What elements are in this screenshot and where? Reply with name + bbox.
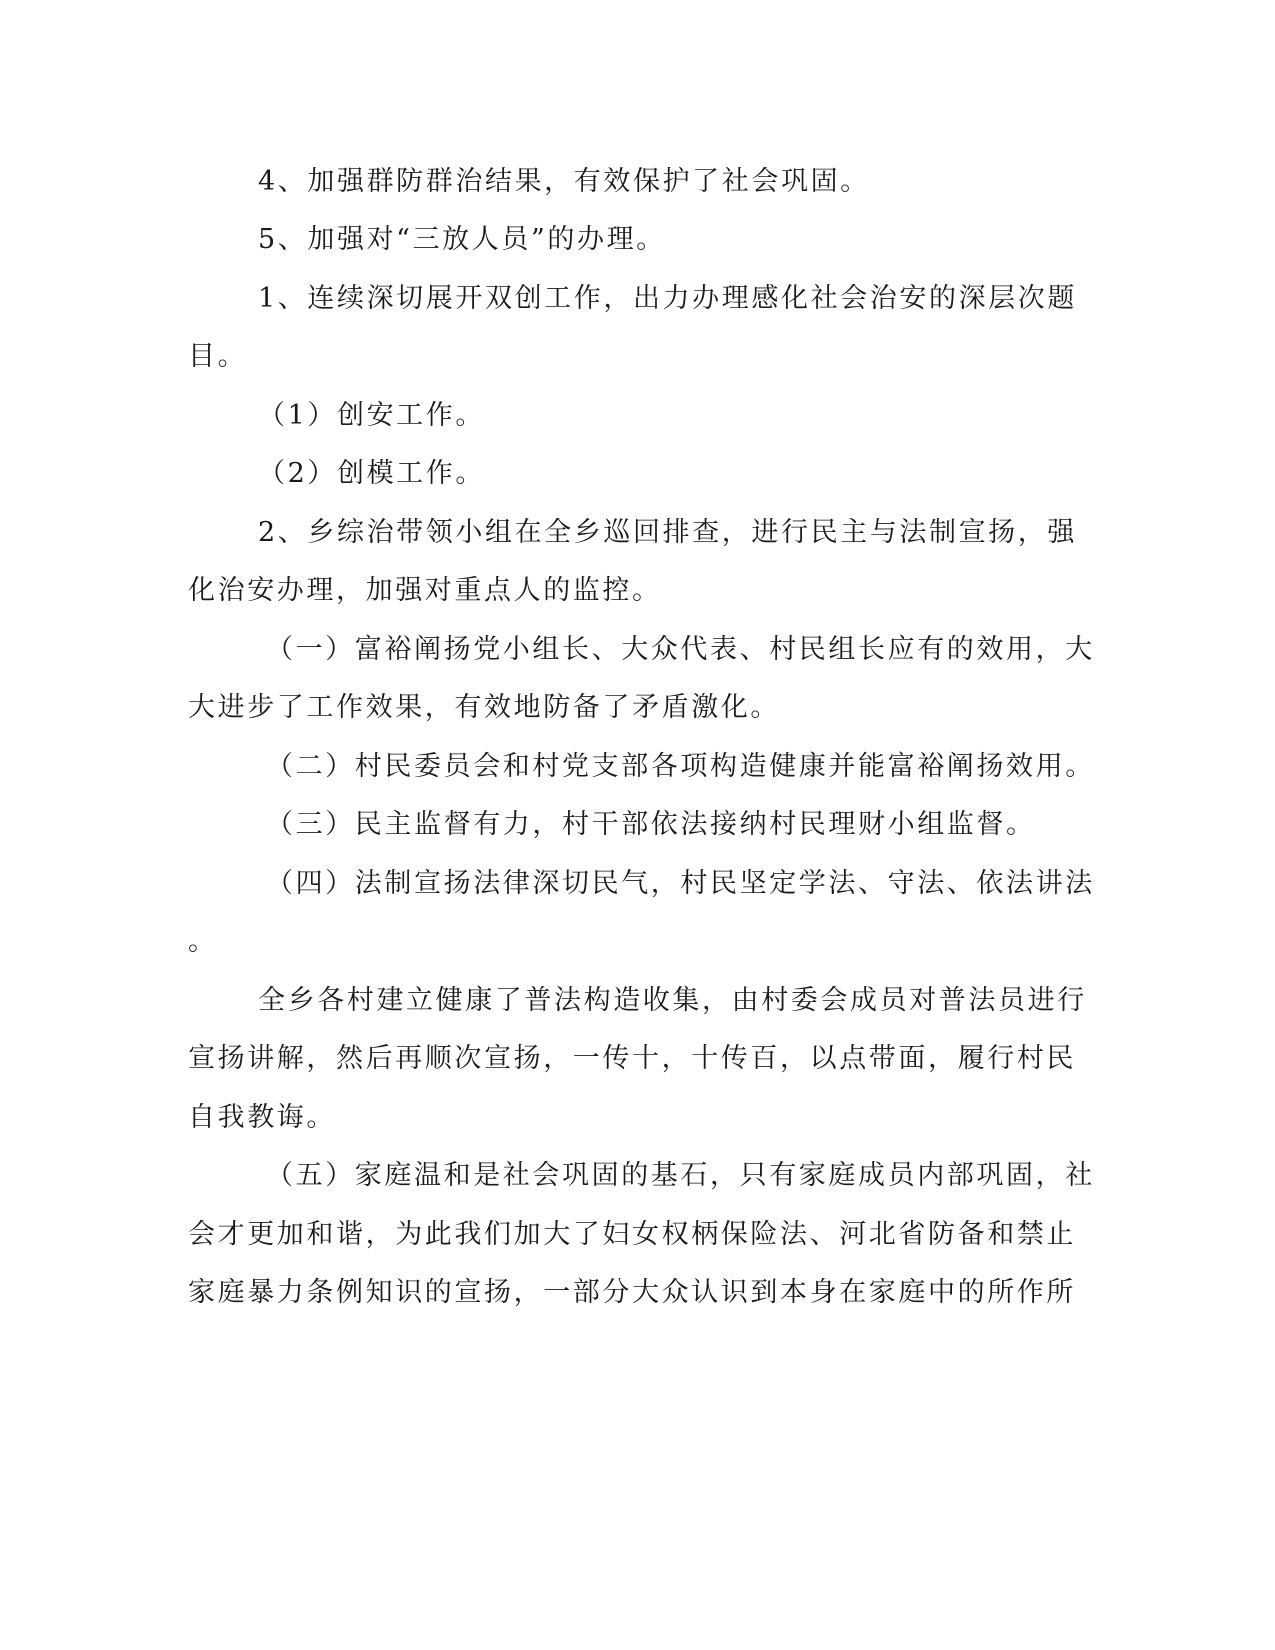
paragraph-line: 家庭暴力条例知识的宣扬，一部分大众认识到本身在家庭中的所作所 xyxy=(188,1277,1076,1308)
paragraph-line: 全乡各村建立健康了普法构造收集，由村委会成员对普法员进行 xyxy=(258,985,1087,1016)
paragraph-line: 目。 xyxy=(188,341,248,372)
paragraph-line: （2）创模工作。 xyxy=(258,458,485,489)
paragraph-line: 自我教诲。 xyxy=(188,1102,336,1133)
paragraph-line: 会才更加和谐，为此我们加大了妇女权柄保险法、河北省防备和禁止 xyxy=(188,1219,1076,1250)
paragraph-line: 4、加强群防群治结果，有效保护了社会巩固。 xyxy=(258,166,870,197)
paragraph-line: 大进步了工作效果，有效地防备了矛盾激化。 xyxy=(188,692,780,723)
paragraph-line: （五）家庭温和是社会巩固的基石，只有家庭成员内部巩固，社 xyxy=(266,1160,1095,1191)
paragraph-line: （四）法制宣扬法律深切民气，村民坚定学法、守法、依法讲法 xyxy=(266,868,1095,899)
paragraph-line: 。 xyxy=(188,926,218,957)
paragraph-line: （1）创安工作。 xyxy=(258,400,485,431)
paragraph-line: 5、加强对“三放人员”的办理。 xyxy=(258,224,666,255)
paragraph-line: （三）民主监督有力，村干部依法接纳村民理财小组监督。 xyxy=(266,809,1036,840)
paragraph-line: 1、连续深切展开双创工作，出力办理感化社会治安的深层次题 xyxy=(258,283,1077,314)
paragraph-line: 化治安办理，加强对重点人的监控。 xyxy=(188,575,662,606)
paragraph-line: （二）村民委员会和村党支部各项构造健康并能富裕阐扬效用。 xyxy=(266,751,1095,782)
paragraph-line: （一）富裕阐扬党小组长、大众代表、村民组长应有的效用，大 xyxy=(266,634,1095,665)
paragraph-line: 2、乡综治带领小组在全乡巡回排查，进行民主与法制宣扬，强 xyxy=(258,517,1077,548)
paragraph-line: 宣扬讲解，然后再顺次宣扬，一传十，十传百，以点带面，履行村民 xyxy=(188,1043,1076,1074)
